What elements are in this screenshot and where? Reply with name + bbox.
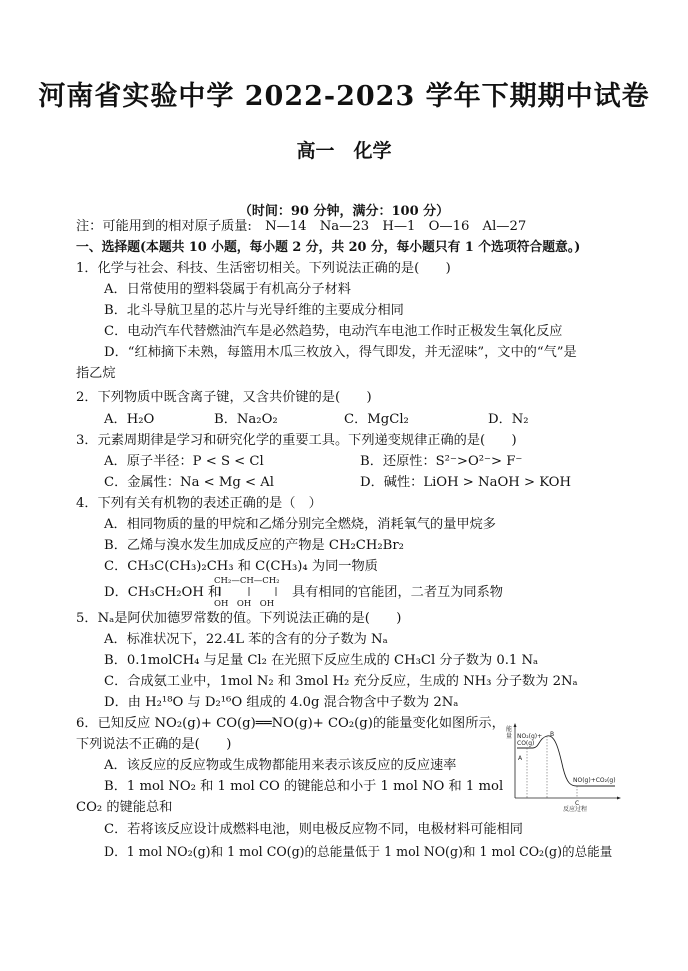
point-a-label: A [518,755,523,762]
q6-option-d: D．1 mol NO₂(g)和 1 mol CO(g)的总能量低于 1 mol NO(g)和 1 mol CO₂(g)的总能量 [104,844,613,859]
q1-option-b: B．北斗导航卫星的芯片与光导纤维的主要成分相同 [104,303,404,318]
q3-option-d: D．碱性：LiOH > NaOH > KOH [360,475,571,490]
point-c-label: C [575,800,580,807]
q2-stem: 2．下列物质中既含离子键，又含共价键的是( ) [76,390,372,405]
q2-option-a: A．H₂O [104,412,155,427]
q4-option-b: B．乙烯与溴水发生加成反应的产物是 CH₂CH₂Br₂ [104,538,404,553]
q6-option-c: C．若将该反应设计成燃料电池，则电极反应物不同，电极材料可能相同 [104,822,523,837]
q4-stem: 4．下列有关有机物的表述正确的是（ ） [76,496,322,511]
q1-option-c: C．电动汽车代替燃油汽车是必然趋势，电动汽车电池工作时正极发生氧化反应 [104,324,563,339]
glycerol-structure [214,576,290,608]
reactants-label-1: NO₂(g)+ [517,733,543,740]
x-axis-arrow [617,797,621,800]
q1-stem: 1．化学与社会、科技、生活密切相关。下列说法正确的是( ) [76,261,451,276]
q5-option-b: B．0.1molCH₄ 与足量 Cl₂ 在光照下反应生成的 CH₃Cl 分子数为 0.1 Nₐ [104,653,539,668]
glycerol-chain: CH₂—CH—CH₂ [214,576,280,586]
q5-stem: 5．Nₐ是阿伏加德罗常数的值。下列说法正确的是( ) [76,611,402,626]
q5-option-a: A．标准状况下，22.4L 苯的含有的分子数为 Nₐ [104,632,388,647]
q4-option-d-post: 具有相同的官能团，二者互为同系物 [292,585,503,600]
time-note: （时间：90 分钟，满分：100 分） [238,204,450,219]
x-axis-label: 反应过程 [563,806,588,812]
q6-option-a: A．该反应的反应物或生成物都能用来表示该反应的反应速率 [104,758,457,773]
q3-option-b: B．还原性：S²⁻>O²⁻> F⁻ [360,454,523,469]
q3-option-a: A．原子半径：P < S < Cl [104,454,264,469]
atomic-mass-note: 注：可能用到的相对原子质量: N—14 Na—23 H—1 O—16 Al—27 [76,219,527,234]
q1-option-a: A．日常使用的塑料袋属于有机高分子材料 [104,282,351,297]
products-label: NO(g)+CO₂(g) [573,777,616,784]
energy-diagram [505,720,623,812]
q4-option-a: A．相同物质的量的甲烷和乙烯分别完全燃烧，消耗氧气的量甲烷多 [104,517,496,532]
q6-option-b-cont: CO₂ 的键能总和 [76,800,173,815]
y-axis-arrow [514,723,517,727]
q6-option-b: B．1 mol NO₂ 和 1 mol CO 的键能总和小于 1 mol NO 和 1 mol [104,779,504,794]
q2-option-c: C．MgCl₂ [344,412,409,427]
q2-option-b: B．Na₂O₂ [214,412,278,427]
q1-option-d-cont: 指乙烷 [76,366,116,381]
point-b-label: B [550,731,555,738]
glycerol-oh-groups: OH OH OH [214,599,275,609]
section-heading: 一、选择题(本题共 10 小题，每小题 2 分，共 20 分，每小题只有 1 个选项符合题意。) [76,240,581,255]
exam-subtitle: 高一 化学 [296,140,392,162]
q5-option-d: D．由 H₂¹⁸O 与 D₂¹⁶O 组成的 4.0g 混合物含中子数为 2Nₐ [104,695,459,710]
q4-option-c: C．CH₃C(CH₃)₂CH₃ 和 C(CH₃)₄ 为同一物质 [104,559,378,574]
reactants-label-2: CO(g) [517,740,535,747]
exam-title: 河南省实验中学 2022-2023 学年下期期中试卷 [38,81,650,112]
q1-option-d: D．“红柿摘下未熟，每篮用木瓜三枚放入，得气即发，并无涩味”，文中的“气”是 [104,345,577,360]
q2-option-d: D．N₂ [488,412,529,427]
q3-option-c: C．金属性：Na < Mg < Al [104,475,274,490]
q6-stem-cont: 下列说法不正确的是( ) [76,737,232,752]
q6-stem: 6．已知反应 NO₂(g)+ CO(g)══NO(g)+ CO₂(g)的能量变化如图所示， [76,716,505,731]
y-label-2: 量 [506,733,513,740]
q5-option-c: C．合成氨工业中，1mol N₂ 和 3mol H₂ 充分反应，生成的 NH₃ 分子数为 2Nₐ [104,674,578,689]
y-label-1: 能 [506,726,513,733]
q3-stem: 3．元素周期律是学习和研究化学的重要工具。下列递变规律正确的是( ) [76,433,517,448]
q4-option-d-pre: D．CH₃CH₂OH 和 [104,585,222,600]
